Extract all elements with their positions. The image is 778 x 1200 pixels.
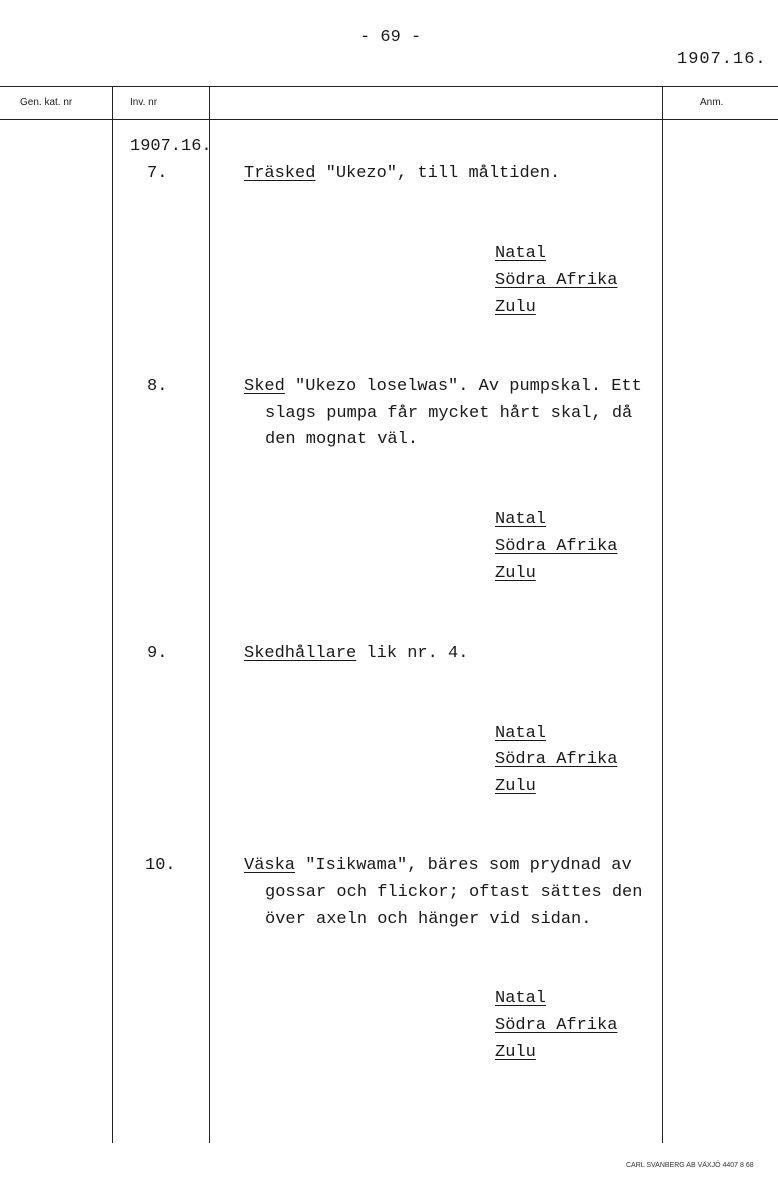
origin-people: Zulu [495, 298, 536, 317]
entry-description-line: Träsked "Ukezo", till måltiden. [244, 164, 561, 183]
inv-column-right-rule [209, 86, 210, 1143]
origin-region: Natal [495, 989, 547, 1008]
page-number: - 69 - [360, 28, 422, 47]
anm-column-rule [662, 86, 663, 1143]
entry-description-line: gossar och flickor; oftast sättes den [265, 883, 643, 902]
column-heading-gen-kat: Gen. kat. nr [20, 97, 73, 108]
entry-description-line: slags pumpa får mycket hårt skal, då [265, 404, 633, 423]
origin-people: Zulu [495, 777, 536, 796]
origin-country: Södra Afrika [495, 750, 618, 769]
entry-description-line: den mognat väl. [265, 430, 419, 449]
origin-region: Natal [495, 724, 547, 743]
object-term: Skedhållare [244, 644, 357, 663]
inv-column-left-rule [112, 86, 113, 1143]
column-heading-anm: Anm. [700, 97, 724, 108]
inventory-number: 9. [147, 644, 168, 663]
object-term: Väska [244, 856, 296, 875]
column-heading-inv: Inv. nr [130, 97, 158, 108]
printer-imprint: CARL SVANBERG AB VÄXJÖ 4407 8 68 [626, 1162, 754, 1169]
origin-country: Södra Afrika [495, 1016, 618, 1035]
inventory-number: 7. [147, 164, 168, 183]
object-term: Sked [244, 377, 285, 396]
entry-description-line: Skedhållare lik nr. 4. [244, 644, 469, 663]
origin-country: Södra Afrika [495, 271, 618, 290]
object-term: Träsked [244, 164, 316, 183]
origin-people: Zulu [495, 1043, 536, 1062]
entry-description-line: Sked "Ukezo loselwas". Av pumpskal. Ett [244, 377, 642, 396]
origin-region: Natal [495, 244, 547, 263]
origin-country: Södra Afrika [495, 537, 618, 556]
inventory-number: 8. [147, 377, 168, 396]
origin-people: Zulu [495, 564, 536, 583]
origin-region: Natal [495, 510, 547, 529]
group-inventory-number: 1907.16. [130, 137, 212, 156]
entry-description-line: Väska "Isikwama", bäres som prydnad av [244, 856, 632, 875]
catalog-reference: 1907.16. [677, 50, 767, 69]
inventory-number: 10. [145, 856, 176, 875]
entry-description-line: över axeln och hänger vid sidan. [265, 910, 592, 929]
